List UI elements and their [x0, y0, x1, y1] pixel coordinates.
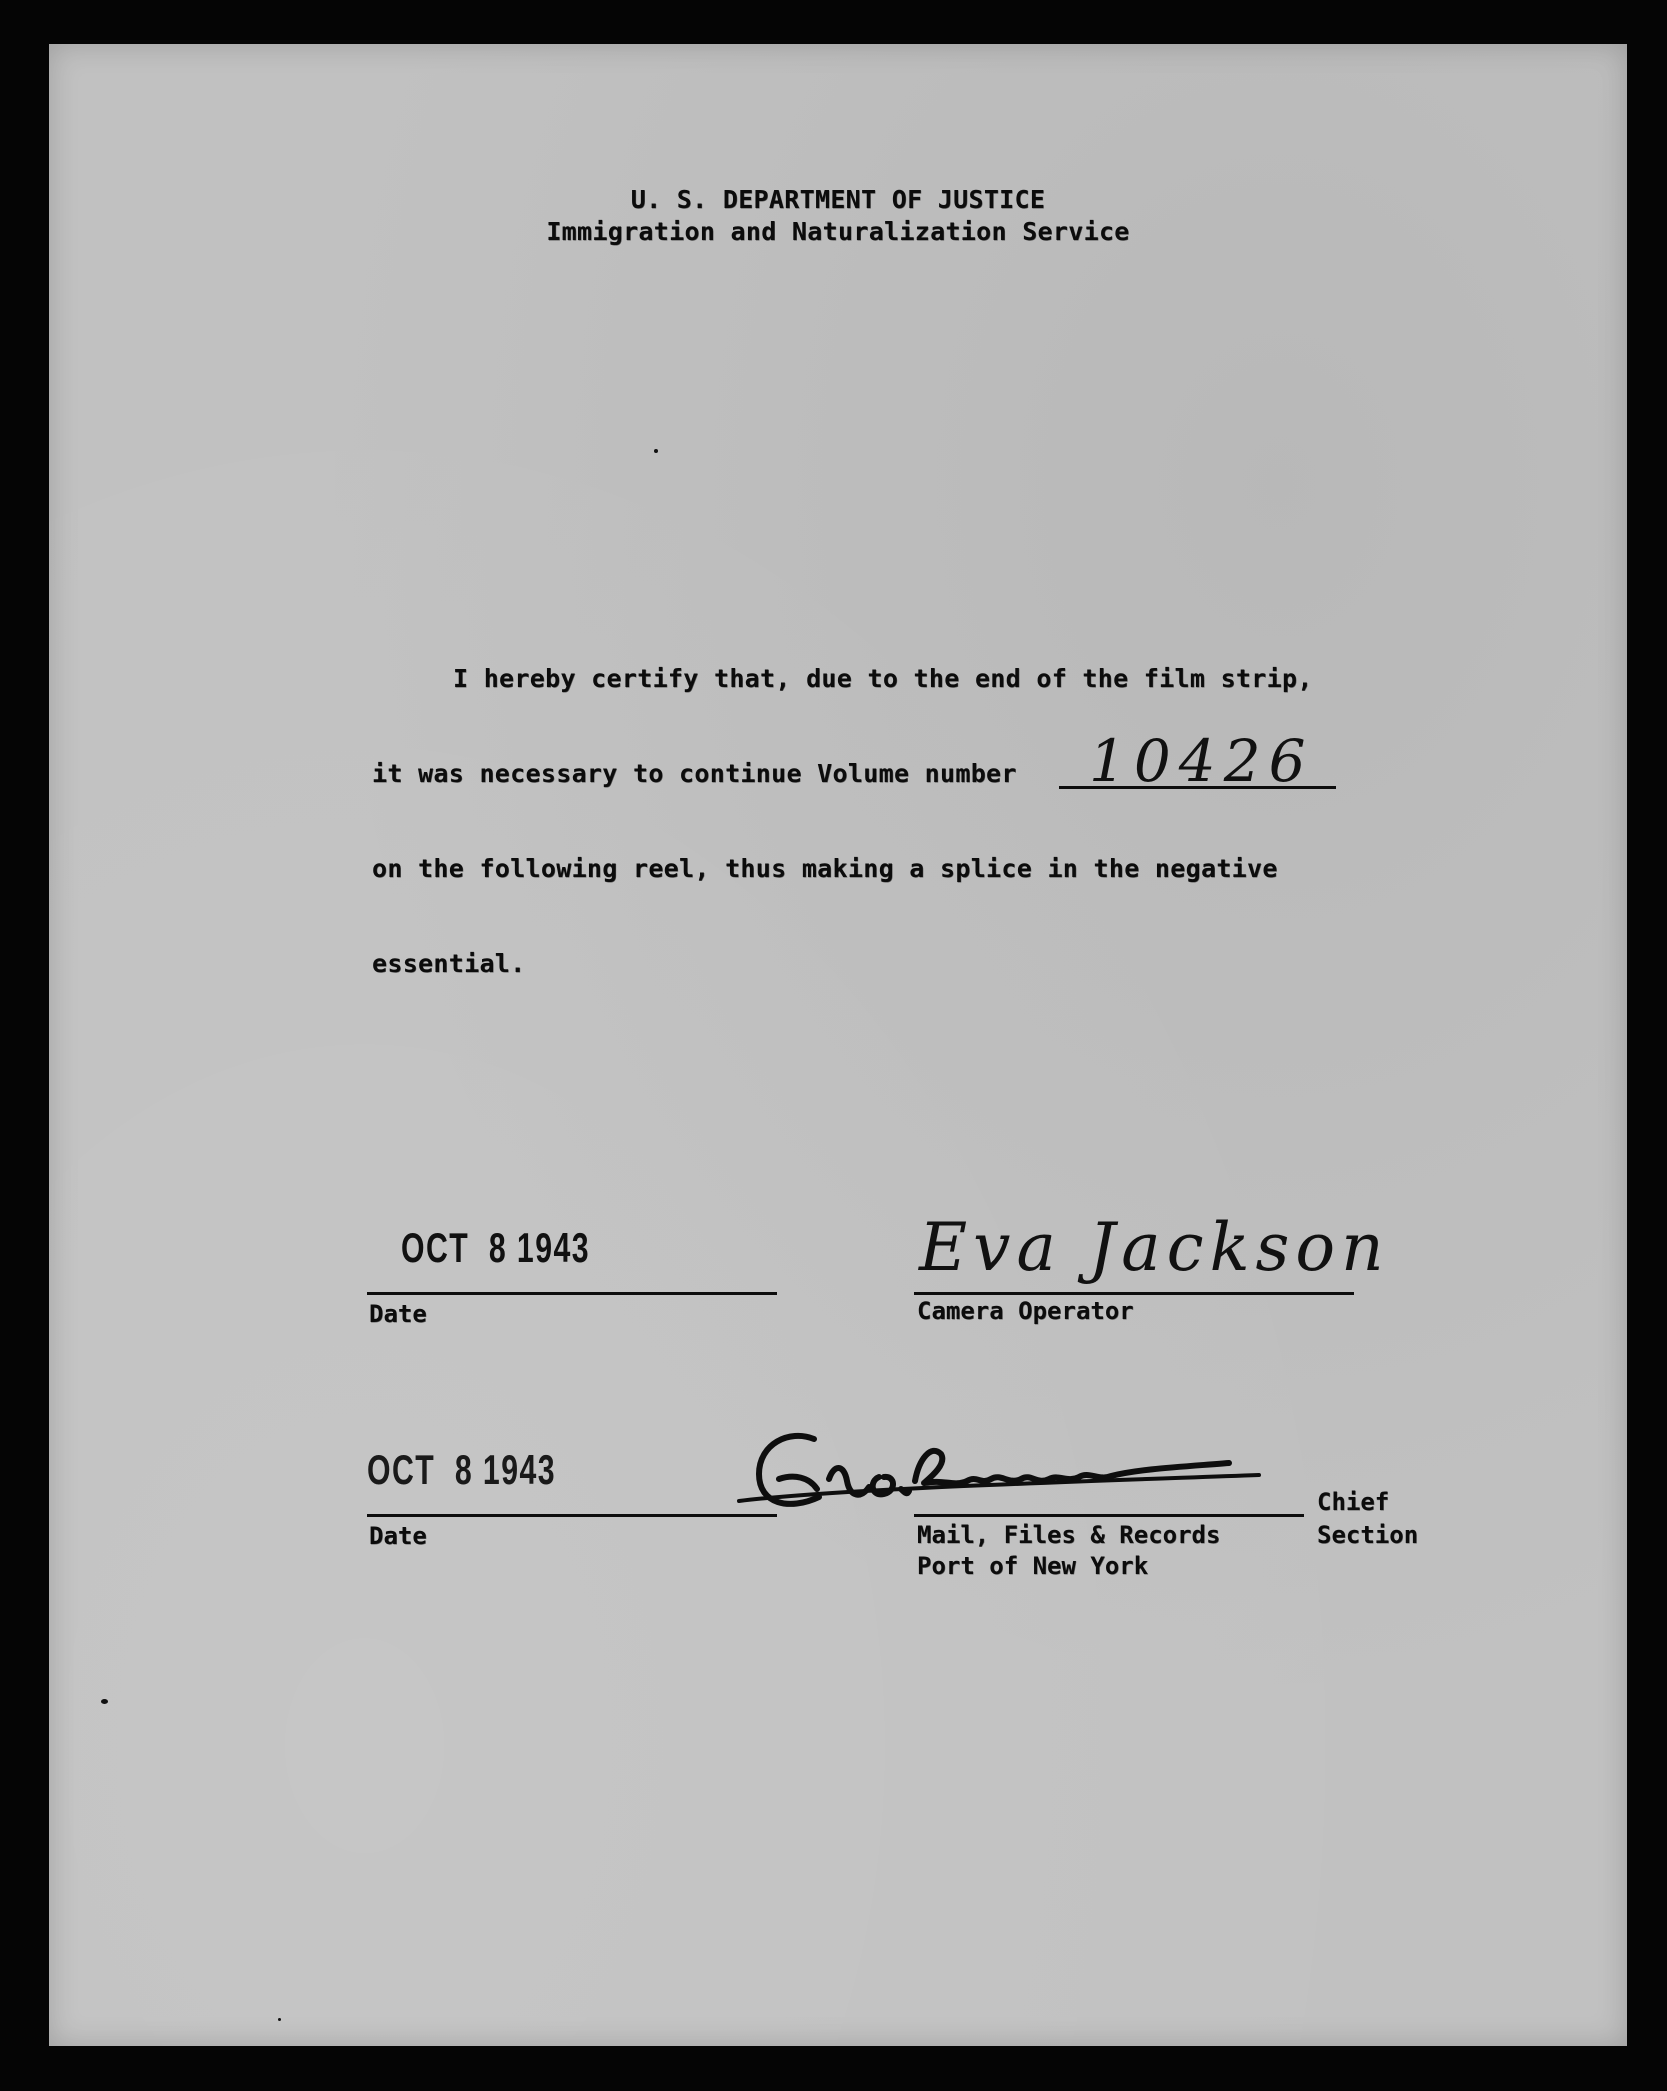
department-heading: U. S. DEPARTMENT OF JUSTICE: [630, 185, 1046, 214]
certify-line-4: essential.: [372, 949, 526, 978]
date-stamp-2: OCT 8 1943: [367, 1446, 556, 1493]
section-line: Mail, Files & Records: [917, 1521, 1221, 1549]
paper-speck: [278, 2018, 281, 2021]
paper-speck: [101, 1699, 108, 1704]
certify-line-1: I hereby certify that, due to the end of the film strip,: [453, 664, 1313, 693]
paper-speck: [654, 449, 658, 453]
document-page: [49, 44, 1627, 2046]
operator-rule: [914, 1292, 1354, 1295]
chief-rule: [914, 1514, 1304, 1517]
date-stamp-1: OCT 8 1943: [401, 1224, 590, 1271]
date-rule-1: [367, 1292, 777, 1295]
port-line: Port of New York: [917, 1552, 1149, 1580]
certify-line-3: on the following reel, thus making a splice in the negative: [372, 854, 1278, 883]
date-rule-2: [367, 1514, 777, 1517]
chief-signature: [719, 1419, 1279, 1529]
service-heading: Immigration and Naturalization Service: [546, 217, 1130, 246]
volume-number-handwritten: 10426: [1089, 727, 1314, 795]
section-word: Section: [1317, 1521, 1419, 1549]
date-label-2: Date: [369, 1522, 427, 1550]
date-label-1: Date: [369, 1300, 427, 1328]
operator-signature: Eva Jackson: [919, 1209, 1390, 1286]
chief-label: Chief: [1317, 1488, 1390, 1516]
certify-line-2: it was necessary to continue Volume number: [372, 759, 1017, 788]
operator-title: Camera Operator: [917, 1297, 1134, 1325]
